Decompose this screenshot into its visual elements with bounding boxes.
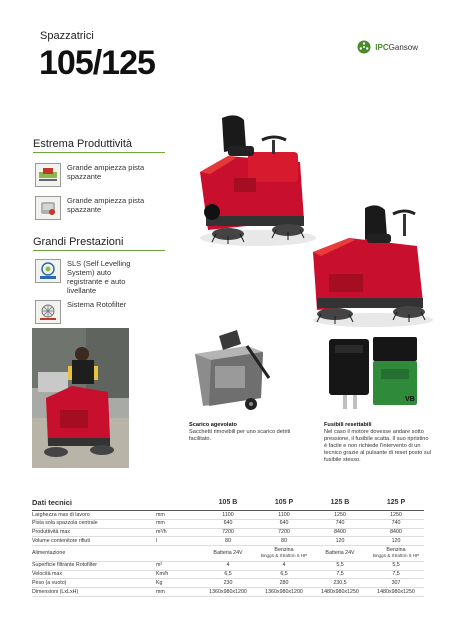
section-rule [33, 152, 165, 153]
spec-cell: 1250 [312, 511, 368, 520]
spec-cell: Benzina Briggs & Stratton 9 HP [368, 546, 424, 562]
feature-item [35, 259, 147, 295]
caption-text: Sacchetti rimovibili per uno scarico detriti facilitato. [189, 429, 291, 442]
rotofilter-icon [35, 300, 61, 324]
spec-cell: mm [156, 519, 200, 528]
spec-cell: 120 [312, 537, 368, 546]
spec-cell: 740 [368, 519, 424, 528]
svg-text:VB: VB [405, 396, 415, 403]
spec-cell: 120 [368, 537, 424, 546]
operator-photo [32, 328, 129, 468]
section-rule [33, 250, 165, 251]
spec-cell: 6,5 [256, 570, 312, 579]
ipc-logo-icon [357, 40, 371, 54]
spec-cell: 4 [256, 561, 312, 570]
spec-row [32, 519, 424, 528]
spec-row [32, 561, 424, 570]
sweeper-photo-side [305, 200, 435, 330]
feature-text: Sistema Rotofilter [67, 300, 127, 309]
spec-cell: mm [156, 511, 200, 520]
spec-row [32, 588, 424, 597]
spec-cell-note: Briggs & Stratton 9 HP [372, 553, 420, 559]
spec-header-cell: 125 B [312, 496, 368, 511]
spec-cell: 8400 [312, 528, 368, 537]
feature-text: Grande ampiezza pista spazzante [67, 196, 145, 214]
spec-cell: 8400 [368, 528, 424, 537]
brand-name: IPCGansow [375, 42, 418, 52]
section-title-prestazioni: Grandi Prestazioni [33, 236, 124, 248]
spec-cell: 4 [200, 561, 256, 570]
spec-cell: Larghezza max di lavoro [32, 511, 156, 520]
section-title-produttivita: Estrema Produttività [33, 138, 133, 150]
spec-table [32, 496, 424, 597]
spec-cell: l [156, 537, 200, 546]
spec-cell: 80 [200, 537, 256, 546]
spec-row [32, 511, 424, 520]
caption-text: Nel caso il motore dovesse andare sotto pressione, il fusibile scatta. Il suo ripristino è facile e non richiede l'intervento di un tecnico grazie al pulsante di reset posto sul fusibile stesso. [324, 429, 431, 463]
spec-cell: 7,5 [312, 570, 368, 579]
spec-cell [156, 546, 200, 562]
spec-cell: Velocità max [32, 570, 156, 579]
spec-cell: 1250 [368, 511, 424, 520]
spec-cell: Volume contenitore rifiuti [32, 537, 156, 546]
spec-row [32, 528, 424, 537]
feature-text: SLS (Self Levelling System) auto registrante e auto livellante [67, 259, 131, 295]
spec-cell: Benzina Briggs & Stratton 6 HP [256, 546, 312, 562]
spec-header-row [32, 496, 424, 511]
spec-cell: Superficie filtrante Rotofilter [32, 561, 156, 570]
spec-cell: 80 [256, 537, 312, 546]
spec-cell: Dimensioni (LxLxH) [32, 588, 156, 597]
page-title: 105/125 [39, 44, 155, 82]
spec-header-cell: Dati tecnici [32, 496, 156, 511]
spec-cell: Batteria 24V [312, 546, 368, 562]
spec-cell: 230,5 [312, 579, 368, 588]
feature-text: Grande ampiezza pista spazzante [67, 163, 145, 181]
spec-cell: 307 [368, 579, 424, 588]
spec-cell: 5,5 [312, 561, 368, 570]
spec-cell: 1360x980x1200 [200, 588, 256, 597]
hopper-icon [35, 196, 61, 220]
spec-cell: Batteria 24V [200, 546, 256, 562]
caption-title: Fusibili resettabili [324, 422, 372, 428]
spec-cell: 7200 [200, 528, 256, 537]
spec-cell: Peso (a vuoto) [32, 579, 156, 588]
spec-cell: 1480x980x1250 [368, 588, 424, 597]
feature-item [35, 196, 147, 220]
spec-cell: 230 [200, 579, 256, 588]
spec-row [32, 579, 424, 588]
spec-cell: 280 [256, 579, 312, 588]
spec-cell: 7,5 [368, 570, 424, 579]
spec-cell: m²/h [156, 528, 200, 537]
spec-row [32, 546, 424, 562]
spec-header-cell [156, 496, 200, 511]
spec-cell: 740 [312, 519, 368, 528]
spec-cell: 640 [200, 519, 256, 528]
feature-item [35, 300, 147, 324]
spec-cell: 7200 [256, 528, 312, 537]
spec-cell: m² [156, 561, 200, 570]
sweeper-photo-front [188, 112, 318, 252]
brush-width-icon [35, 163, 61, 187]
spec-row [32, 537, 424, 546]
spec-cell: 1360x980x1200 [256, 588, 312, 597]
spec-cell: Km/h [156, 570, 200, 579]
caption-title: Scarico agevolato [189, 422, 237, 428]
spec-cell: 6,5 [200, 570, 256, 579]
spec-cell: 640 [256, 519, 312, 528]
spec-cell: 1100 [200, 511, 256, 520]
sls-logo-icon [35, 259, 61, 283]
spec-cell: 5,5 [368, 561, 424, 570]
spec-cell: Alimentazione [32, 546, 156, 562]
spec-cell: Produttività max [32, 528, 156, 537]
subtitle: Spazzatrici [40, 30, 94, 42]
debris-bin-photo [189, 328, 273, 418]
feature-item [35, 163, 147, 187]
spec-row [32, 570, 424, 579]
spec-cell: 1100 [256, 511, 312, 520]
spec-header-cell: 125 P [368, 496, 424, 511]
spec-cell: mm [156, 588, 200, 597]
spec-cell: Kg [156, 579, 200, 588]
spec-cell: 1480x980x1250 [312, 588, 368, 597]
caption-fusibili [324, 422, 432, 464]
brand-logo [357, 40, 418, 54]
caption-scarico [189, 422, 299, 443]
spec-cell-note: Briggs & Stratton 6 HP [260, 553, 308, 559]
spec-cell: Pista sola spazzola centrale [32, 519, 156, 528]
fuse-photo [325, 335, 421, 413]
spec-header-cell: 105 P [256, 496, 312, 511]
spec-header-cell: 105 B [200, 496, 256, 511]
